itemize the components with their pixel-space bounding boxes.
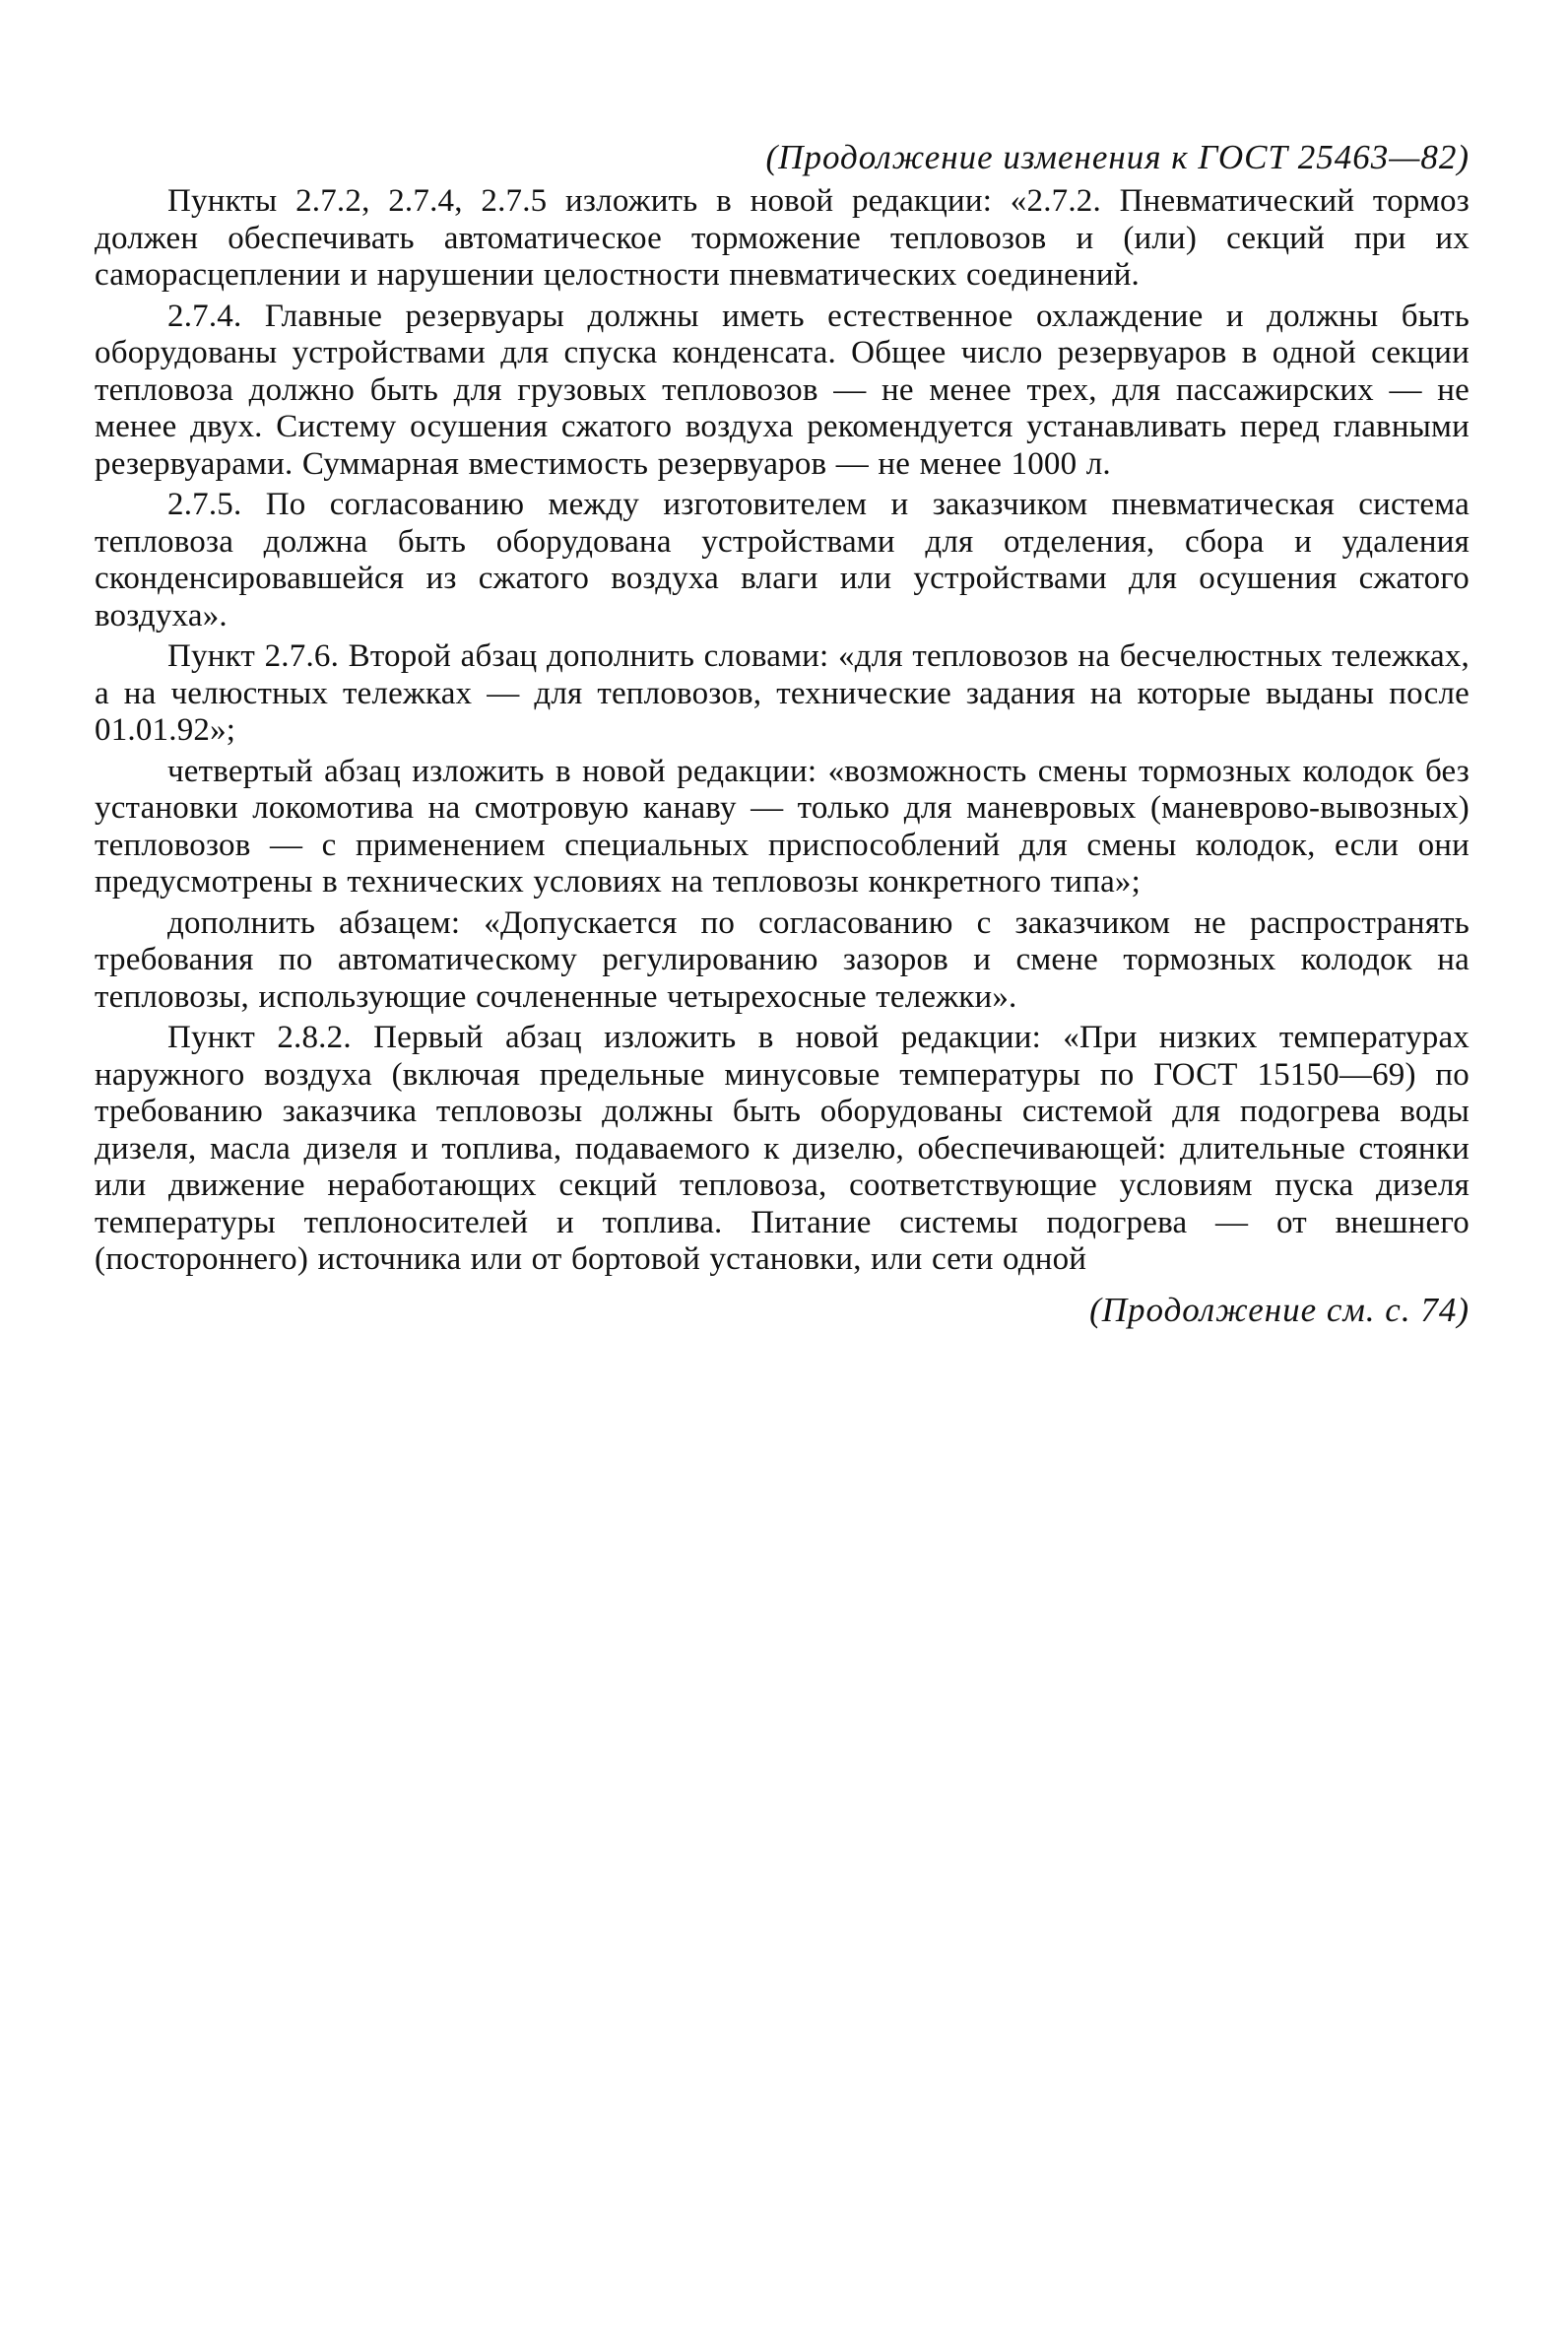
- paragraph-items-2-7: Пункты 2.7.2, 2.7.4, 2.7.5 изложить в новой редакции: «2.7.2. Пневматический тормоз должен обеспечивать автоматическое торможение тепловозов и (или) секций при их саморасцеплении и нарушении целостности пневматических соединений.: [95, 183, 1470, 293]
- paragraph-item-2-8-2: Пункт 2.8.2. Первый абзац изложить в новой редакции: «При низких температурах наружного воздуха (включая предельные минусовые температуры по ГОСТ 15150—69) по требованию заказчика тепловозы должны быть оборудованы системой для подогрева воды дизеля, масла дизеля и топлива, подаваемого к дизелю, обеспечивающей: длительные стоянки или движение неработающих секций тепловоза, соответствующие условиям пуска дизеля температуры теплоносителей и топлива. Питание системы подогрева — от внешнего (постороннего) источника или от бортовой установки, или сети одной: [95, 1020, 1470, 1277]
- paragraph-2-7-4: 2.7.4. Главные резервуары должны иметь естественное охлаждение и должны быть оборудованы устройствами для спуска конденсата. Общее число резервуаров в одной секции тепловоза должно быть для грузовых тепловозов — не менее трех, для пассажирских — не менее двух. Систему осушения сжатого воздуха рекомендуется устанавливать перед главными резервуарами. Суммарная вместимость резервуаров — не менее 1000 л.: [95, 298, 1470, 482]
- continuation-footer: (Продолжение см. с. 74): [1089, 1290, 1470, 1329]
- continuation-header: (Продолжение изменения к ГОСТ 25463—82): [765, 138, 1470, 176]
- document-page: [95, 118, 1470, 1332]
- paragraph-2-7-5: 2.7.5. По согласованию между изготовителем и заказчиком пневматическая система тепловоза должна быть оборудована устройствами для отделения, сбора и удаления сконденсировавшейся из сжатого воздуха влаги или устройствами для осушения сжатого воздуха».: [95, 487, 1470, 634]
- paragraph-supplement: дополнить абзацем: «Допускается по согласованию с заказчиком не распространять требования по автоматическому регулированию зазоров и смене тормозных колодок на тепловозы, использующие сочлененные четырехосные тележки».: [95, 904, 1470, 1015]
- paragraph-fourth-abzac: четвертый абзац изложить в новой редакции: «возможность смены тормозных колодок без установки локомотива на смотровую канаву — только для маневровых (маневрово-вывозных) тепловозов — с применением специальных приспособлений для смены колодок, если они предусмотрены в технических условиях на тепловозы конкретного типа»;: [95, 753, 1470, 900]
- paragraph-item-2-7-6: Пункт 2.7.6. Второй абзац дополнить словами: «для тепловозов на бесчелюстных тележках, а на челюстных тележках — для тепловозов, технические задания на которые выданы после 01.01.92»;: [95, 638, 1470, 748]
